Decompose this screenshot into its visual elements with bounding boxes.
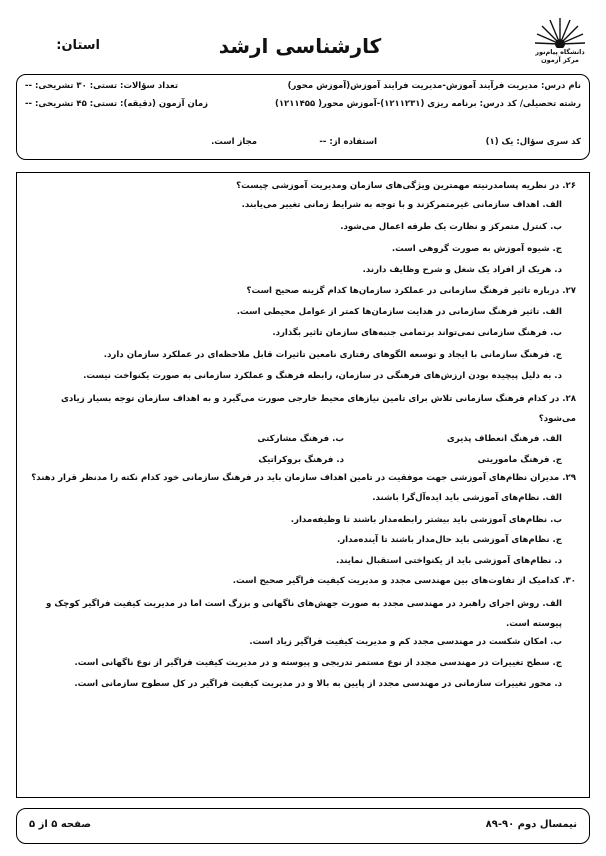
allowed-status: مجاز است. — [211, 137, 257, 147]
question-29: ۲۹. مدیران نظام‌های آموزشی جهت موفقیت در تامین اهداف سازمان باید در فرهنگ سازمانی خود کدام نکته را مدنظر قرار دهند؟ — [31, 473, 576, 483]
university-logo — [532, 14, 588, 66]
option: د. به دلیل پیچیده بودن ارزش‌های فرهنگی در سازمان، رابطه فرهنگ و عملکرد سازمانی به صورت یکنواخت نیست. — [83, 371, 562, 381]
option: ب. امکان شکست در مهندسی مجدد کم و مدیریت کیفیت فراگیر زیاد است. — [249, 637, 562, 647]
option: ب. فرهنگ سازمانی نمی‌تواند برتمامی جنبه‌های سازمان تاثیر بگذارد. — [272, 328, 562, 338]
option: د. محور تغییرات سازمانی در مهندسی مجدد از پایین به بالا و در مدیریت کیفیت فراگیر در کل سطوح سازمانی است. — [74, 679, 562, 689]
exam-info-box — [16, 74, 590, 160]
sunburst-logo-icon — [532, 14, 588, 48]
option: ب. فرهنگ مشارکتی — [257, 434, 344, 444]
question-30: ۳۰. کدامیک از تفاوت‌های بین مهندسی مجدد و مدیریت کیفیت فراگیر صحیح است. — [232, 576, 576, 586]
exam-time: زمان آزمون (دقیقه): تستی: ۴۵ تشریحی: -- — [25, 99, 209, 109]
option: ج. فرهنگ ماموریتی — [477, 455, 562, 465]
question-28: ۲۸. در کدام فرهنگ سازمانی تلاش برای تامین نیازهای محیط خارجی صورت می‌گیرد و به اهداف سازمان توجه بسیار زیادی می‌شود؟ — [61, 394, 576, 424]
question-series: کد سری سؤال: یک (۱) — [485, 137, 581, 147]
option: د. نظام‌های آموزشی باید از یکنواختی استقبال نمایند. — [335, 556, 562, 566]
option: د. هریک از افراد یک شغل و شرح وظایف دارند. — [362, 265, 562, 275]
question-count: تعداد سؤالات: تستی: ۳۰ تشریحی: -- — [25, 81, 179, 91]
page-title: کارشناسی ارشد — [218, 34, 382, 58]
option: ج. نظام‌های آموزشی باید حال‌مدار باشند تا آینده‌مدار. — [336, 535, 562, 545]
option: الف. فرهنگ انعطاف پذیری — [446, 434, 562, 444]
option: ج. سطح تغییرات در مهندسی مجدد از نوع مستمر تدریجی و پیوسته و در مدیریت کیفیت فراگیر از نوع ناگهانی است. — [74, 658, 562, 668]
allowed-items: استفاده از: -- — [319, 137, 377, 147]
option: الف. اهداف سازمانی غیرمتمرکزند و با توجه به شرایط زمانی تغییر می‌یابند. — [241, 200, 562, 210]
page-footer — [16, 808, 590, 844]
page-number: صفحه ۵ از ۵ — [29, 819, 91, 830]
semester-label: نیمسال دوم ۹۰-۸۹ — [485, 819, 577, 830]
option: د. فرهنگ بروکراتیک — [258, 455, 344, 465]
question-27: ۲۷. درباره تاثیر فرهنگ سازمانی در عملکرد سازمان‌ها کدام گزینه صحیح است؟ — [246, 286, 576, 296]
option: ج. شیوه آموزش به صورت گروهی است. — [391, 244, 562, 254]
province-label: استان: — [56, 38, 100, 53]
course-name: نام درس: مدیریت فرآیند آموزش-مدیریت فرایند آموزش(آموزش محور) — [287, 81, 581, 91]
option: ب. نظام‌های آموزشی باید بیشتر رابطه‌مدار باشند تا وظیفه‌مدار. — [290, 515, 562, 525]
option: ج. فرهنگ سازمانی با ایجاد و توسعه الگوهای رفتاری نامعین تاثیرات قابل ملاحظه‌ای در عملکرد سازمان دارد. — [103, 350, 562, 360]
option: ب. کنترل متمرکز و نظارت یک طرفه اعمال می‌شود. — [340, 222, 562, 232]
option: الف. نظام‌های آموزشی باید ایده‌آل‌گرا باشند. — [372, 493, 562, 503]
logo-caption: دانشگاه پیام‌نور مرکز آزمون — [535, 48, 585, 64]
option: الف. تاثیر فرهنگ سازمانی در هدایت سازمان‌ها کمتر از عوامل محیطی است. — [236, 307, 562, 317]
option: الف. روش اجرای راهبرد در مهندسی مجدد به صورت جهش‌های ناگهانی و بزرگ است اما در مدیریت کیفیت فراگیر کوچک و پیوسته است. — [46, 599, 562, 629]
question-26: ۲۶. در نظریه پسامدرنیته مهمترین ویژگی‌های سازمان ومدیریت آموزشی چیست؟ — [236, 181, 576, 191]
field-code: رشته تحصیلی/ کد درس: برنامه ریزی (۱۲۱۱۲۳۱)-آموزش محور( ۱۲۱۱۴۵۵) — [274, 99, 581, 109]
